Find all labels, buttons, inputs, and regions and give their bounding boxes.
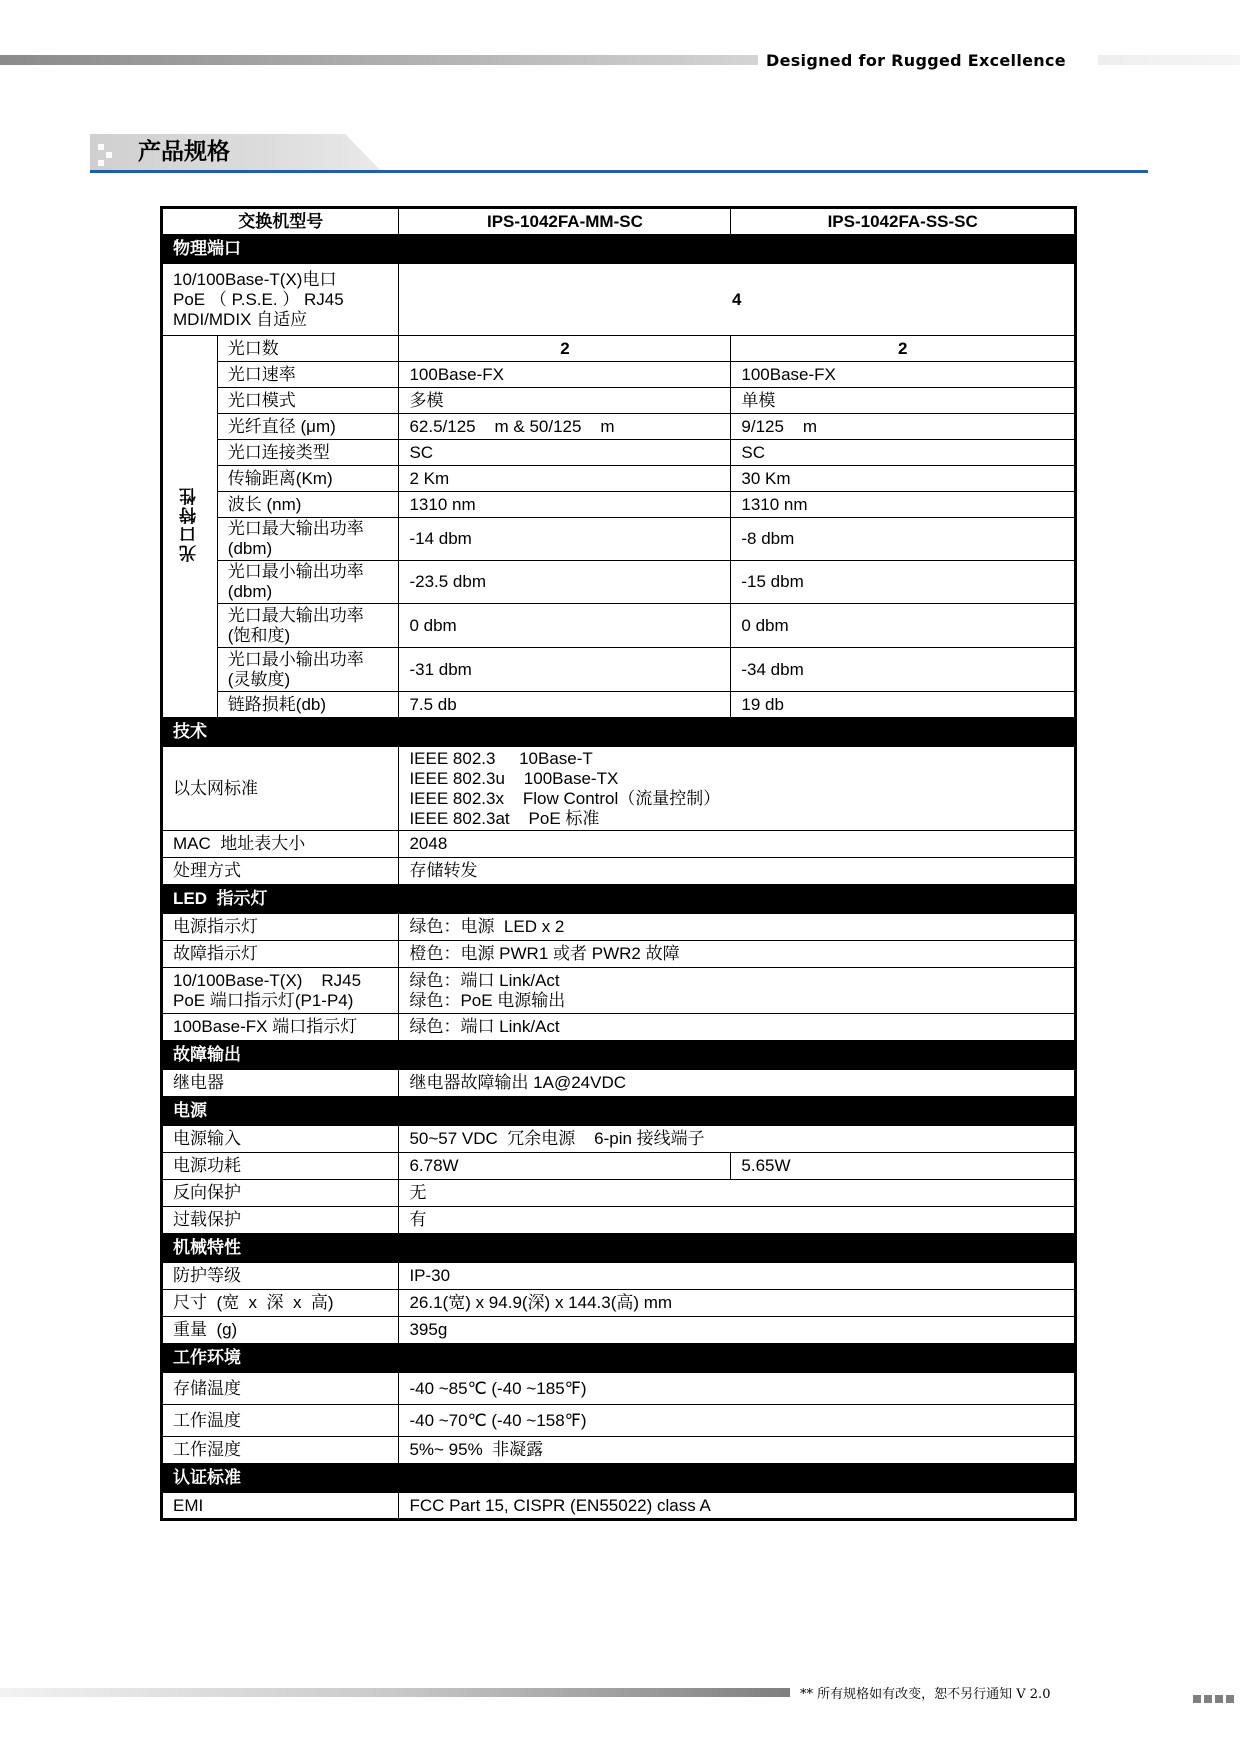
row-value-1: 2 Km	[399, 466, 731, 492]
row-label: 尺寸 (宽 x 深 x 高)	[162, 1290, 399, 1317]
section-title-fault-output: 故障输出	[162, 1041, 1076, 1070]
table-row	[162, 858, 1076, 885]
row-label: 反向保护	[162, 1180, 399, 1207]
section-title-led: LED 指示灯	[162, 885, 1076, 914]
section-row-fault-output	[162, 1041, 1076, 1070]
row-value: IP-30	[399, 1263, 1076, 1290]
row-label: 防护等级	[162, 1263, 399, 1290]
table-row	[162, 914, 1076, 941]
section-row-tech	[162, 718, 1076, 747]
section-title: 产品规格	[138, 139, 230, 165]
row-value-2: 0 dbm	[731, 604, 1076, 648]
row-value: 50~57 VDC 冗余电源 6-pin 接线端子	[399, 1126, 1076, 1153]
row-label: 光口最小输出功率 (灵敏度)	[217, 648, 399, 692]
header-model-2: IPS-1042FA-SS-SC	[731, 208, 1076, 235]
row-label: 10/100Base-T(X)电口 PoE （ P.S.E. ） RJ45 MDI/MDIX 自适应	[162, 264, 399, 336]
optical-row	[162, 692, 1076, 718]
spec-table	[160, 206, 1077, 1521]
table-row	[162, 1126, 1076, 1153]
section-row-physical	[162, 235, 1076, 264]
row-value-2: 5.65W	[731, 1153, 1076, 1180]
table-row	[162, 1405, 1076, 1437]
row-label: 存储温度	[162, 1373, 399, 1405]
row-value: 绿色：电源 LED x 2	[399, 914, 1076, 941]
row-value: 绿色：端口 Link/Act	[399, 1014, 1076, 1041]
table-row	[162, 1070, 1076, 1097]
optical-row	[162, 336, 1076, 362]
row-value: FCC Part 15, CISPR (EN55022) class A	[399, 1493, 1076, 1520]
row-value: 继电器故障输出 1A@24VDC	[399, 1070, 1076, 1097]
table-row	[162, 1153, 1076, 1180]
header-label: 交换机型号	[162, 208, 399, 235]
optical-group-text: 光口特性	[179, 486, 199, 562]
section-row-certification	[162, 1464, 1076, 1493]
row-value-2: 单模	[731, 388, 1076, 414]
row-label: 光口最大输出功率 (饱和度)	[217, 604, 399, 648]
footer-blocks-decoration	[1193, 1688, 1237, 1707]
section-title-power: 电源	[162, 1097, 1076, 1126]
bullet-square-icon	[106, 152, 112, 158]
header-model-1: IPS-1042FA-MM-SC	[399, 208, 731, 235]
row-value: 2048	[399, 831, 1076, 858]
row-label: 光口最小输出功率 (dbm)	[217, 561, 399, 604]
row-label: 100Base-FX 端口指示灯	[162, 1014, 399, 1041]
table-header-row	[162, 208, 1076, 235]
optical-row	[162, 440, 1076, 466]
row-label: 波长 (nm)	[217, 492, 399, 518]
row-value: 26.1(宽) x 94.9(深) x 144.3(高) mm	[399, 1290, 1076, 1317]
optical-group-label	[162, 336, 218, 718]
row-label: 光口速率	[217, 362, 399, 388]
row-label: 电源指示灯	[162, 914, 399, 941]
row-value-2: 19 db	[731, 692, 1076, 718]
row-value-1: 100Base-FX	[399, 362, 731, 388]
table-row	[162, 831, 1076, 858]
section-row-power	[162, 1097, 1076, 1126]
table-row	[162, 264, 1076, 336]
row-value: -40 ~70℃ (-40 ~158℉)	[399, 1405, 1076, 1437]
row-value-1: 62.5/125 m & 50/125 m	[399, 414, 731, 440]
row-label: MAC 地址表大小	[162, 831, 399, 858]
row-label: 工作温度	[162, 1405, 399, 1437]
table-row	[162, 968, 1076, 1014]
section-row-mechanical	[162, 1234, 1076, 1263]
row-value-2: 30 Km	[731, 466, 1076, 492]
optical-row	[162, 362, 1076, 388]
row-label: 工作湿度	[162, 1437, 399, 1464]
row-value: -40 ~85℃ (-40 ~185℉)	[399, 1373, 1076, 1405]
row-label: 光口数	[217, 336, 399, 362]
row-value-1: 1310 nm	[399, 492, 731, 518]
optical-row	[162, 604, 1076, 648]
row-value-1: 6.78W	[399, 1153, 731, 1180]
row-label: 光口连接类型	[217, 440, 399, 466]
section-title-tech: 技术	[162, 718, 1076, 747]
row-value-1: 7.5 db	[399, 692, 731, 718]
table-row	[162, 1373, 1076, 1405]
row-value: IEEE 802.3 10Base-T IEEE 802.3u 100Base-TX IEEE 802.3x Flow Control（流量控制） IEEE 802.3at PoE 标准	[399, 747, 1076, 831]
row-value-1: 2	[399, 336, 731, 362]
table-row	[162, 1263, 1076, 1290]
row-value: 绿色：端口 Link/Act 绿色：PoE 电源输出	[399, 968, 1076, 1014]
section-title-physical: 物理端口	[162, 235, 1076, 264]
row-label: 10/100Base-T(X) RJ45 PoE 端口指示灯(P1-P4)	[162, 968, 399, 1014]
section-tab-shape	[90, 134, 380, 170]
footer-gradient-bar	[0, 1688, 790, 1697]
row-value-1: SC	[399, 440, 731, 466]
row-value-2: -8 dbm	[731, 518, 1076, 561]
header-slogan: Designed for Rugged Excellence	[758, 50, 1098, 72]
row-label: 链路损耗(db)	[217, 692, 399, 718]
optical-row	[162, 518, 1076, 561]
row-label: 电源功耗	[162, 1153, 399, 1180]
table-row	[162, 1437, 1076, 1464]
bullet-square-icon	[98, 144, 104, 150]
section-underline	[90, 170, 1148, 173]
table-row	[162, 1207, 1076, 1234]
row-value-2: 1310 nm	[731, 492, 1076, 518]
row-value-2: -34 dbm	[731, 648, 1076, 692]
table-row	[162, 1493, 1076, 1520]
optical-row	[162, 561, 1076, 604]
row-label: 以太网标准	[162, 747, 399, 831]
bullet-square-icon	[98, 160, 104, 166]
optical-row	[162, 414, 1076, 440]
optical-row	[162, 648, 1076, 692]
table-row	[162, 1317, 1076, 1344]
row-label: 过载保护	[162, 1207, 399, 1234]
section-row-led	[162, 885, 1076, 914]
row-value-2: -15 dbm	[731, 561, 1076, 604]
row-label: 光口最大输出功率 (dbm)	[217, 518, 399, 561]
row-value-2: SC	[731, 440, 1076, 466]
table-row	[162, 1014, 1076, 1041]
optical-row	[162, 466, 1076, 492]
section-header	[90, 134, 1148, 172]
row-label: EMI	[162, 1493, 399, 1520]
row-value: 存储转发	[399, 858, 1076, 885]
row-value: 395g	[399, 1317, 1076, 1344]
row-value-2: 2	[731, 336, 1076, 362]
row-value: 5%~ 95% 非凝露	[399, 1437, 1076, 1464]
row-label: 光口模式	[217, 388, 399, 414]
row-value-1: 多模	[399, 388, 731, 414]
row-label: 故障指示灯	[162, 941, 399, 968]
row-label: 光纤直径 (μm)	[217, 414, 399, 440]
footer-note: ** 所有规格如有改变，恕不另行通知 V 2.0	[800, 1687, 1051, 1702]
table-row	[162, 941, 1076, 968]
row-value: 无	[399, 1180, 1076, 1207]
row-value-1: -14 dbm	[399, 518, 731, 561]
row-value-2: 100Base-FX	[731, 362, 1076, 388]
table-row	[162, 747, 1076, 831]
row-value: 有	[399, 1207, 1076, 1234]
row-label: 继电器	[162, 1070, 399, 1097]
row-value-1: -23.5 dbm	[399, 561, 731, 604]
row-value-1: 0 dbm	[399, 604, 731, 648]
row-value: 4	[399, 264, 1076, 336]
row-label: 传输距离(Km)	[217, 466, 399, 492]
row-label: 重量 (g)	[162, 1317, 399, 1344]
table-row	[162, 1290, 1076, 1317]
optical-row	[162, 492, 1076, 518]
row-value: 橙色：电源 PWR1 或者 PWR2 故障	[399, 941, 1076, 968]
section-title-mechanical: 机械特性	[162, 1234, 1076, 1263]
row-value-1: -31 dbm	[399, 648, 731, 692]
table-row	[162, 1180, 1076, 1207]
row-label: 处理方式	[162, 858, 399, 885]
section-title-certification: 认证标准	[162, 1464, 1076, 1493]
row-value-2: 9/125 m	[731, 414, 1076, 440]
section-row-environment	[162, 1344, 1076, 1373]
row-label: 电源输入	[162, 1126, 399, 1153]
section-title-environment: 工作环境	[162, 1344, 1076, 1373]
optical-row	[162, 388, 1076, 414]
